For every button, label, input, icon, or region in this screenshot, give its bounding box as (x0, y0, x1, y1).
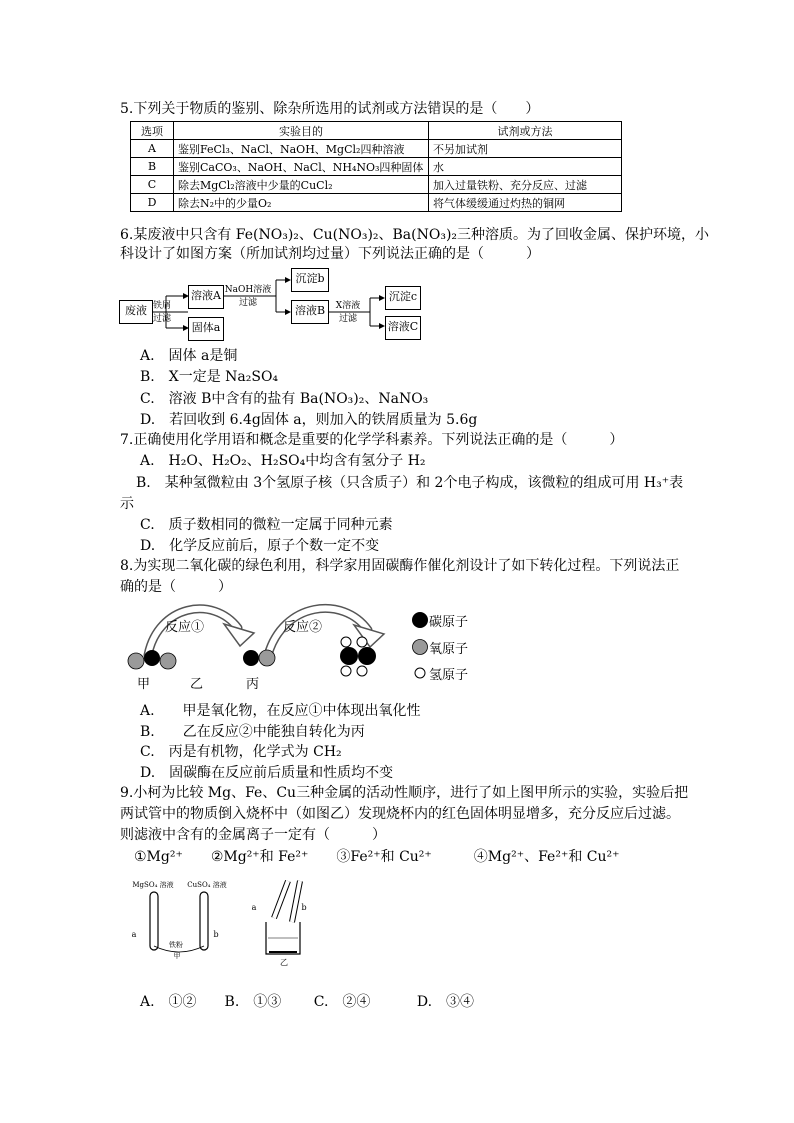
q6-option-a: A. 固体 a是铜 (140, 348, 238, 364)
legend-hydrogen-icon (415, 668, 425, 678)
q6-stem-line1: 6.某废液中只含有 Fe(NO₃)₂、Cu(NO₃)₂、Ba(NO₃)₂三种溶质。为了回收金属、保护环境，小 (120, 227, 710, 243)
table-header-row (131, 122, 622, 140)
table-cell: 不另加试剂 (429, 140, 622, 158)
label-jia-9: 甲 (173, 952, 181, 960)
label-yi: 乙 (190, 677, 204, 692)
legend-oxygen-icon (413, 640, 428, 655)
label-x-solution: X溶液 (335, 301, 361, 311)
label-naoh: NaOH溶液 (224, 285, 272, 295)
table-cell: B (131, 158, 174, 176)
q8-option-b: B. 乙在反应②中能独自转化为丙 (140, 724, 365, 740)
q9-answers: A. ①② B. ①③ C. ②④ D. ③④ (140, 994, 475, 1010)
table-header: 实验目的 (174, 122, 429, 140)
q8-stem-line1: 8.为实现二氧化碳的绿色利用，科学家用固碳酶作催化剂设计了如下转化过程。下列说法正 (120, 558, 680, 574)
label-filter1: 过滤 (152, 314, 171, 324)
q9-stem-line2: 两试管中的物质倒入烧杯中（如图乙）发现烧杯内的红色固体明显增多，充分反应后过滤。 (120, 806, 680, 822)
label-reaction1: 反应① (165, 620, 205, 635)
q8-option-d: D. 固碳酶在反应前后质量和性质均不变 (140, 765, 394, 781)
q7-option-b-line1: B. 某种氢微粒由 3个氢原子核（只含质子）和 2个电子构成，该微粒的组成可用 H₃⁺表 (136, 475, 684, 491)
q7-option-b-line2: 示 (120, 496, 134, 512)
box-solid-a: 固体a (188, 317, 224, 341)
table-row (131, 194, 622, 212)
legend-carbon-icon (412, 612, 428, 628)
label-iron: 铁屑 (152, 301, 171, 311)
q6-option-b: B. X一定是 Na₂SO₄ (140, 369, 279, 385)
table-row (131, 140, 622, 158)
q6-option-c: C. 溶液 B中含有的盐有 Ba(NO₃)₂、NaNO₃ (140, 391, 429, 407)
q8-stem-line2: 确的是（ ） (120, 579, 232, 595)
table-cell: A (131, 140, 174, 158)
label-tube-b: b (213, 930, 219, 939)
label-tube-b2: b (301, 903, 307, 912)
legend-hydrogen: 氢原子 (429, 668, 469, 683)
legend-carbon: 碳原子 (429, 615, 469, 630)
q7-option-c: C. 质子数相同的微粒一定属于同种元素 (140, 517, 393, 533)
table-cell: C (131, 176, 174, 194)
box-precipitate-c: 沉淀c (385, 286, 421, 310)
table-cell: D (131, 194, 174, 212)
q7-option-d: D. 化学反应前后，原子个数一定不变 (140, 538, 380, 554)
label-filter2: 过滤 (238, 298, 257, 308)
q6-stem-line2: 科设计了如图方案（所加试剂均过量）下列说法正确的是（ ） (120, 246, 540, 262)
table-cell: 鉴别FeCl₃、NaCl、NaOH、MgCl₂四种溶液 (174, 140, 429, 158)
q9-apparatus-diagram (128, 878, 328, 970)
q5-stem: 5.下列关于物质的鉴别、除杂所选用的试剂或方法错误的是（ ） (120, 101, 540, 117)
q9-choices: ①Mg²⁺ ②Mg²⁺和 Fe²⁺ ③Fe²⁺和 Cu²⁺ ④Mg²⁺、Fe²⁺和 Cu²⁺ (134, 849, 620, 865)
label-bing: 丙 (246, 677, 260, 692)
label-filter3: 过滤 (338, 314, 357, 324)
label-jia: 甲 (137, 677, 151, 692)
label-iron-powder: 铁粉 (169, 941, 183, 949)
table-cell: 鉴别CaCO₃、NaOH、NaCl、NH₄NO₃四种固体 (174, 158, 429, 176)
box-solution-a: 溶液A (188, 285, 224, 309)
label-mgso4: MgSO₄ 溶液 (132, 881, 174, 889)
q8-option-a: A. 甲是氧化物，在反应①中体现出氧化性 (140, 703, 421, 719)
q8-molecule-diagram (118, 600, 478, 692)
table-cell: 将气体缓缓通过灼热的铜网 (429, 194, 622, 212)
label-cuso4: CuSO₄ 溶液 (187, 881, 227, 889)
label-tube-a: a (131, 930, 137, 939)
q7-option-a: A. H₂O、H₂O₂、H₂SO₄中均含有氢分子 H₂ (140, 453, 426, 469)
q7-stem: 7.正确使用化学用语和概念是重要的化学学科素养。下列说法正确的是（ ） (120, 432, 624, 448)
table-header: 选项 (131, 122, 174, 140)
legend-oxygen: 氧原子 (429, 642, 469, 657)
table-row (131, 158, 622, 176)
box-precipitate-b: 沉淀b (291, 268, 329, 292)
table-row (131, 176, 622, 194)
label-reaction2: 反应② (283, 620, 323, 635)
box-waste: 废液 (119, 300, 153, 324)
q5-table (130, 121, 622, 212)
label-yi-9: 乙 (280, 958, 288, 967)
box-solution-b: 溶液B (291, 300, 329, 324)
table-cell: 除去MgCl₂溶液中少量的CuCl₂ (174, 176, 429, 194)
q9-stem-line1: 9.小柯为比较 Mg、Fe、Cu三种金属的活动性顺序，进行了如上图甲所示的实验，实验后把 (120, 785, 689, 801)
table-cell: 水 (429, 158, 622, 176)
q6-option-d: D. 若回收到 6.4g固体 a，则加入的铁屑质量为 5.6g (140, 412, 478, 428)
table-cell: 加入过量铁粉、充分反应、过滤 (429, 176, 622, 194)
box-solution-c: 溶液C (385, 316, 421, 340)
table-header: 试剂或方法 (429, 122, 622, 140)
label-tube-a2: a (251, 903, 257, 912)
table-cell: 除去N₂中的少量O₂ (174, 194, 429, 212)
q9-stem-line3: 则滤液中含有的金属离子一定有（ ） (120, 827, 386, 843)
q8-option-c: C. 丙是有机物，化学式为 CH₂ (140, 744, 342, 760)
